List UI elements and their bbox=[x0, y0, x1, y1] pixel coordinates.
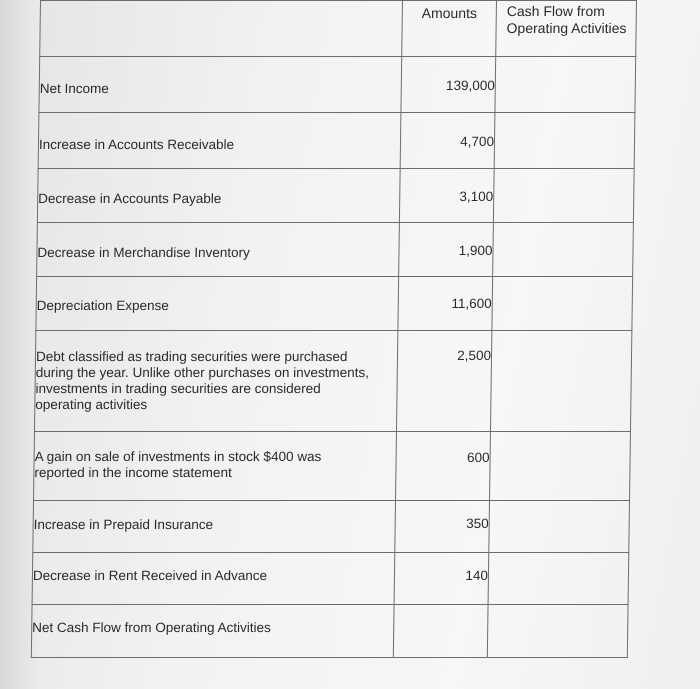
row-amount: 4,700 bbox=[400, 113, 495, 169]
header-description bbox=[40, 1, 403, 57]
total-cash-flow-cell[interactable] bbox=[487, 605, 628, 658]
row-cash-flow-cell[interactable] bbox=[488, 553, 629, 605]
row-description: Decrease in Accounts Payable bbox=[37, 169, 400, 223]
header-cash-flow: Cash Flow from Operating Activities bbox=[496, 1, 637, 57]
row-cash-flow-cell[interactable] bbox=[494, 113, 635, 169]
table-row bbox=[37, 223, 634, 277]
row-cash-flow-cell[interactable] bbox=[493, 169, 634, 223]
table-row bbox=[33, 501, 630, 553]
total-row bbox=[31, 605, 628, 658]
row-description: A gain on sale of investments in stock $400 was reported in the income statement bbox=[34, 432, 397, 501]
row-amount: 2,500 bbox=[396, 331, 491, 432]
row-amount: 11,600 bbox=[398, 277, 493, 331]
table-row bbox=[39, 57, 636, 113]
cash-flow-table bbox=[31, 0, 637, 658]
row-amount: 600 bbox=[396, 432, 491, 501]
row-amount: 139,000 bbox=[401, 57, 496, 113]
row-description: Increase in Prepaid Insurance bbox=[33, 501, 396, 553]
table-row bbox=[37, 169, 634, 223]
row-amount: 350 bbox=[395, 501, 490, 553]
row-amount: 1,900 bbox=[399, 223, 494, 277]
table-row bbox=[36, 277, 633, 331]
row-cash-flow-cell[interactable] bbox=[490, 331, 631, 432]
table-row bbox=[38, 113, 635, 169]
total-amount bbox=[393, 605, 488, 658]
total-description: Net Cash Flow from Operating Activities bbox=[31, 605, 394, 658]
row-description: Decrease in Rent Received in Advance bbox=[32, 553, 395, 605]
header-row bbox=[40, 1, 637, 57]
table-row bbox=[32, 553, 629, 605]
row-description: Decrease in Merchandise Inventory bbox=[37, 223, 400, 277]
row-description: Depreciation Expense bbox=[36, 277, 399, 331]
row-cash-flow-cell[interactable] bbox=[492, 277, 633, 331]
row-cash-flow-cell[interactable] bbox=[495, 57, 636, 113]
table-row bbox=[34, 432, 631, 501]
row-description: Debt classified as trading securities were purchased during the year. Unlike other purchases on investments, investments in trading securities are considered operating activities bbox=[34, 331, 397, 432]
table-row bbox=[34, 331, 631, 432]
row-amount: 3,100 bbox=[399, 169, 494, 223]
row-cash-flow-cell[interactable] bbox=[490, 432, 631, 501]
row-description: Increase in Accounts Receivable bbox=[38, 113, 401, 169]
row-cash-flow-cell[interactable] bbox=[493, 223, 634, 277]
row-description: Net Income bbox=[39, 57, 402, 113]
row-cash-flow-cell[interactable] bbox=[489, 501, 630, 553]
header-amounts: Amounts bbox=[402, 1, 497, 57]
row-amount: 140 bbox=[394, 553, 489, 605]
